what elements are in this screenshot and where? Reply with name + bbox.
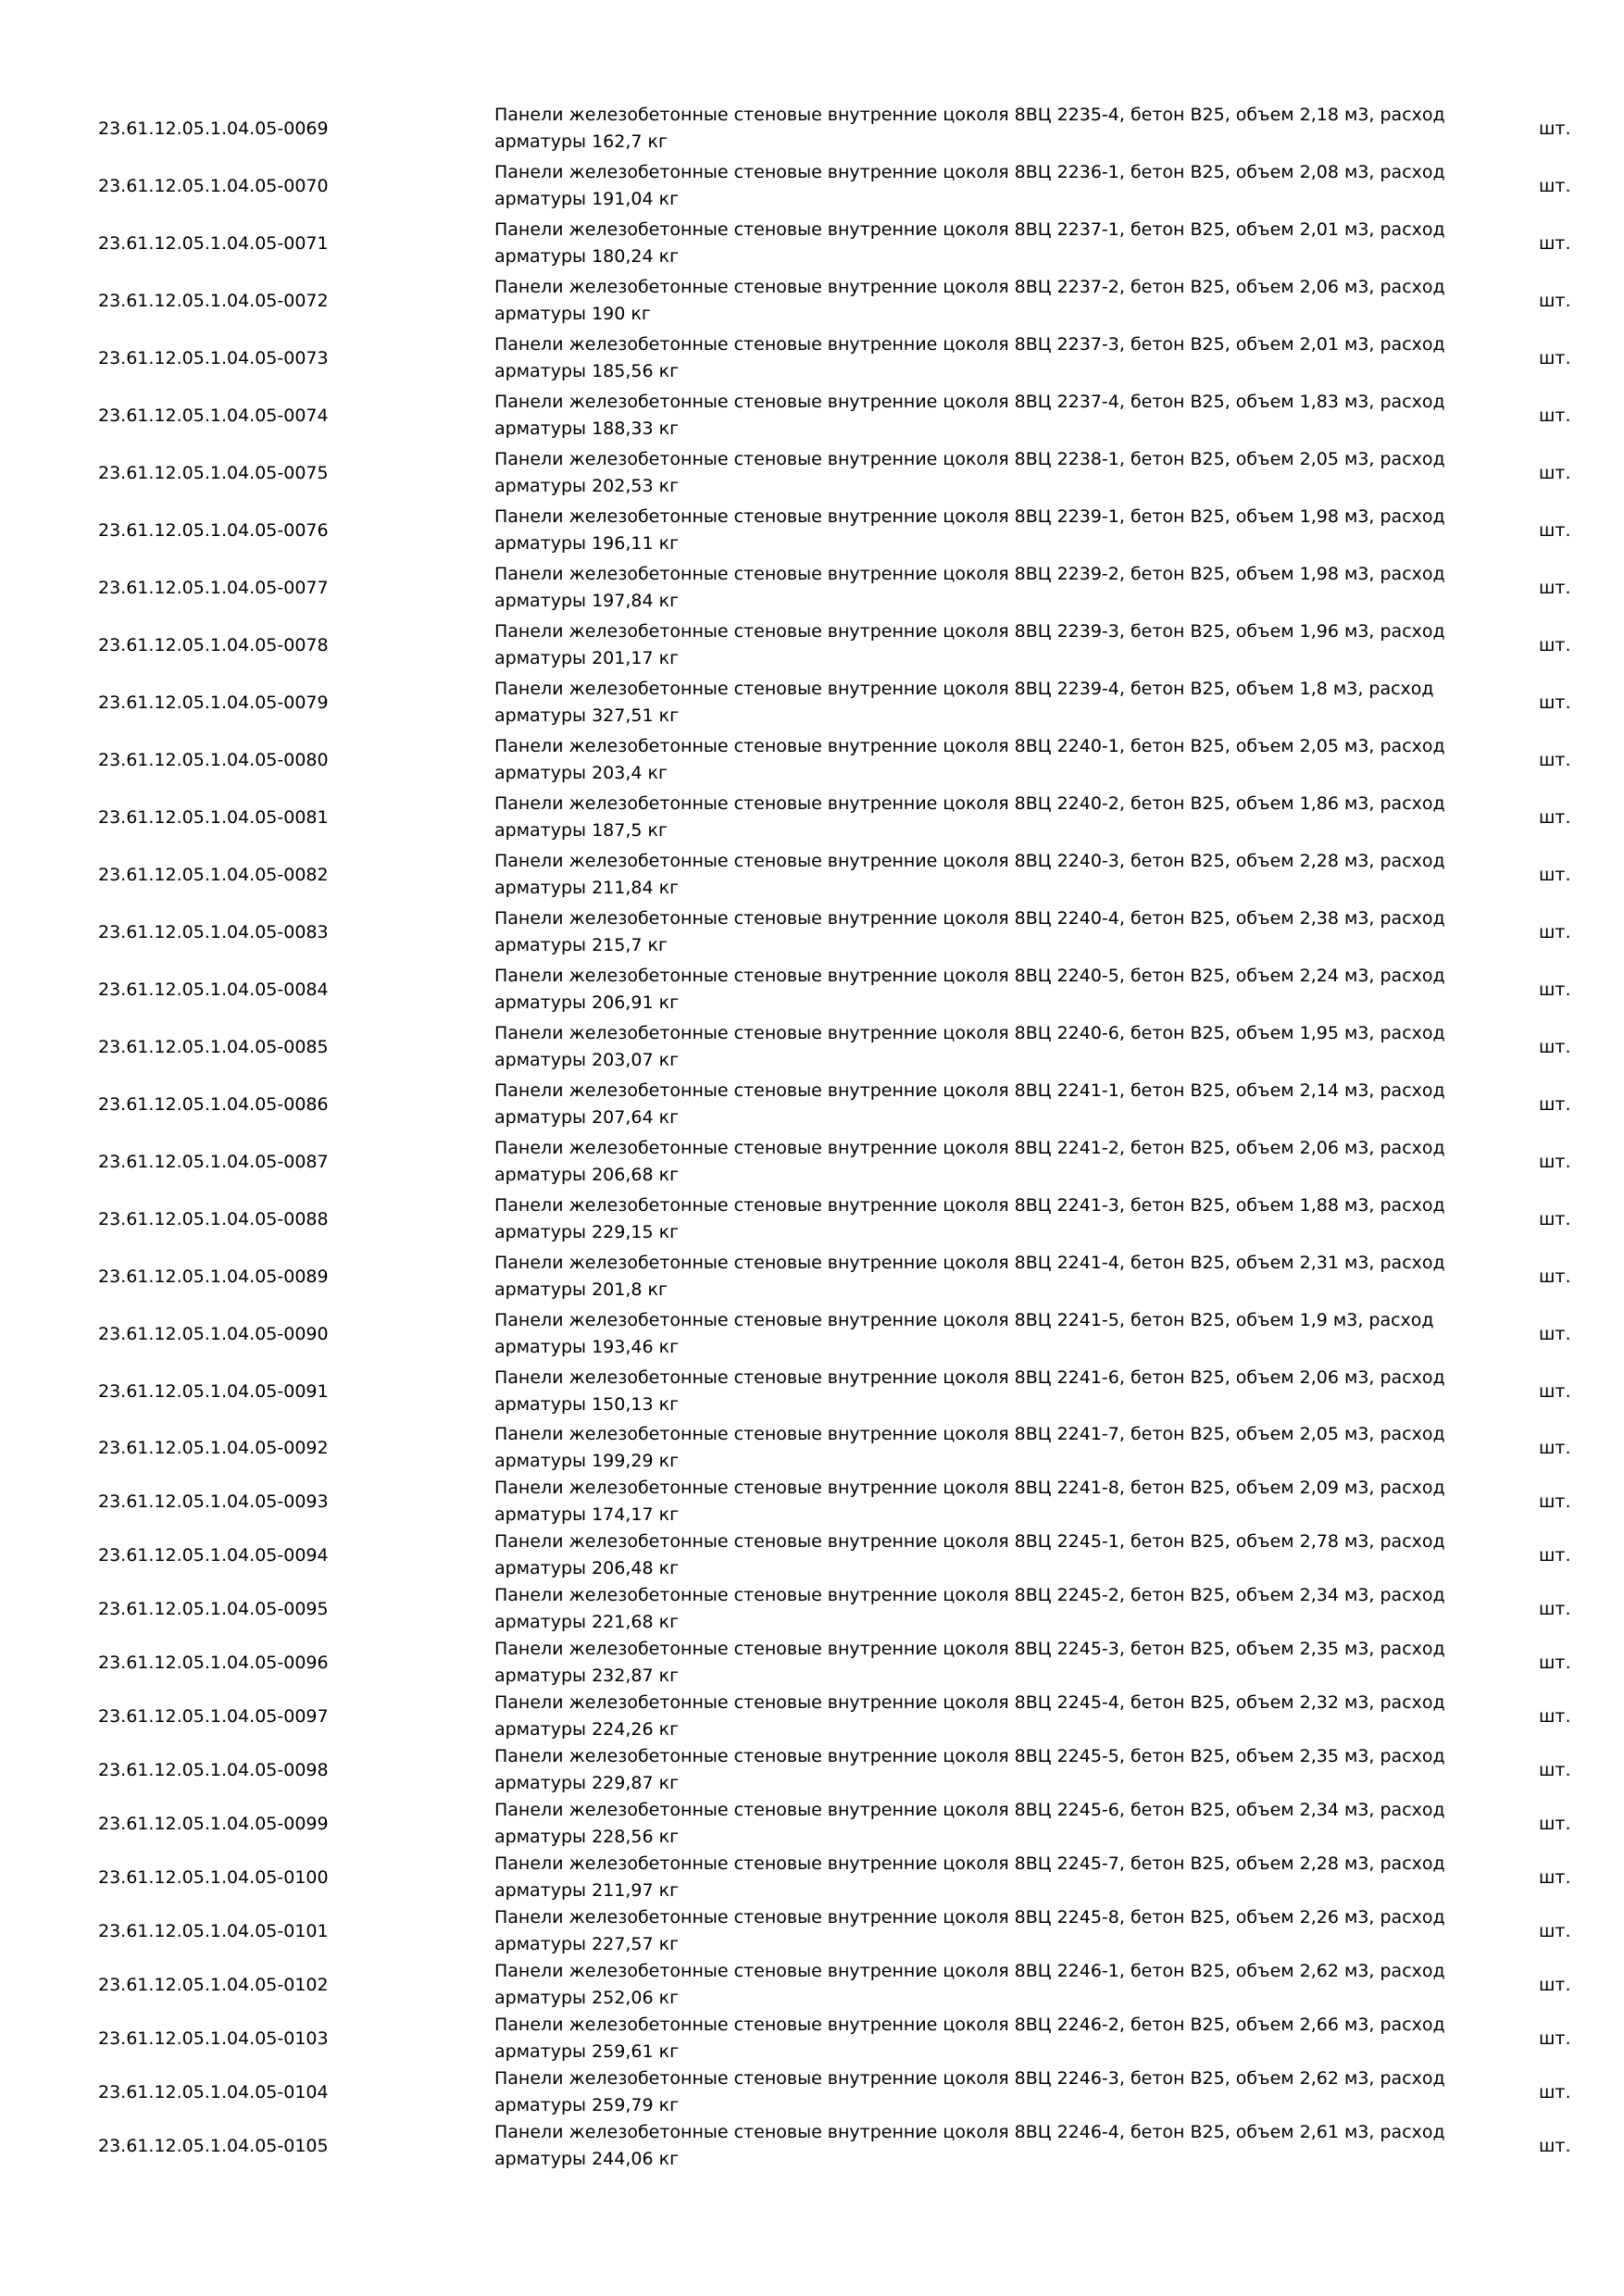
resource-description: Панели железобетонные стеновые внутренние цоколя 8ВЦ 2239-1, бетон В25, объем 1,98 м3, расход арматуры 196,11 кг (494, 506, 1445, 554)
resource-code: 23.61.12.05.1.04.05-0072 (98, 291, 329, 311)
measurement-unit: шт. (1539, 980, 1571, 1000)
measurement-unit: шт. (1539, 2028, 1571, 2049)
resource-code: 23.61.12.05.1.04.05-0105 (98, 2136, 329, 2156)
table-row (0, 1634, 1624, 1691)
measurement-unit: шт. (1539, 1867, 1571, 1888)
measurement-unit: шт. (1539, 1324, 1571, 1344)
measurement-unit: шт. (1539, 1599, 1571, 1619)
resource-description: Панели железобетонные стеновые внутренние цоколя 8ВЦ 2240-4, бетон В25, объем 2,38 м3, расход арматуры 215,7 кг (494, 908, 1445, 955)
table-row (0, 1305, 1624, 1363)
resource-description: Панели железобетонные стеновые внутренние цоколя 8ВЦ 2246-3, бетон В25, объем 2,62 м3, расход арматуры 259,79 кг (494, 2068, 1445, 2115)
table-row (0, 1419, 1624, 1477)
resource-code: 23.61.12.05.1.04.05-0074 (98, 406, 329, 426)
measurement-unit: шт. (1539, 865, 1571, 885)
resource-code: 23.61.12.05.1.04.05-0088 (98, 1209, 329, 1229)
resource-description: Панели железобетонные стеновые внутренние цоколя 8ВЦ 2246-2, бетон В25, объем 2,66 м3, расход арматуры 259,61 кг (494, 2015, 1445, 2062)
resource-description: Панели железобетонные стеновые внутренние цоколя 8ВЦ 2241-5, бетон В25, объем 1,9 м3, расход арматуры 193,46 кг (494, 1310, 1434, 1357)
resource-description: Панели железобетонные стеновые внутренние цоколя 8ВЦ 2245-1, бетон В25, объем 2,78 м3, расход арматуры 206,48 кг (494, 1531, 1445, 1578)
measurement-unit: шт. (1539, 1491, 1571, 1512)
measurement-unit: шт. (1539, 406, 1571, 426)
resource-code: 23.61.12.05.1.04.05-0099 (98, 1814, 329, 1834)
table-row (0, 1248, 1624, 1305)
resource-description: Панели железобетонные стеновые внутренние цоколя 8ВЦ 2245-8, бетон В25, объем 2,26 м3, расход арматуры 227,57 кг (494, 1907, 1445, 1954)
measurement-unit: шт. (1539, 1381, 1571, 1402)
resource-code: 23.61.12.05.1.04.05-0098 (98, 1760, 329, 1780)
resource-code: 23.61.12.05.1.04.05-0090 (98, 1324, 329, 1344)
measurement-unit: шт. (1539, 119, 1571, 139)
resource-description: Панели железобетонные стеновые внутренние цоколя 8ВЦ 2241-4, бетон В25, объем 2,31 м3, расход арматуры 201,8 кг (494, 1253, 1445, 1300)
resource-description: Панели железобетонные стеновые внутренние цоколя 8ВЦ 2245-5, бетон В25, объем 2,35 м3, расход арматуры 229,87 кг (494, 1746, 1445, 1793)
table-row (0, 502, 1624, 559)
table-row (0, 1191, 1624, 1248)
resource-code: 23.61.12.05.1.04.05-0085 (98, 1037, 329, 1057)
resource-code: 23.61.12.05.1.04.05-0083 (98, 922, 329, 942)
table-row (0, 731, 1624, 789)
table-row (0, 1473, 1624, 1530)
resource-code: 23.61.12.05.1.04.05-0097 (98, 1706, 329, 1727)
measurement-unit: шт. (1539, 578, 1571, 598)
measurement-unit: шт. (1539, 291, 1571, 311)
measurement-unit: шт. (1539, 233, 1571, 254)
table-row (0, 674, 1624, 731)
measurement-unit: шт. (1539, 1760, 1571, 1780)
resource-code: 23.61.12.05.1.04.05-0096 (98, 1653, 329, 1673)
resource-description: Панели железобетонные стеновые внутренние цоколя 8ВЦ 2238-1, бетон В25, объем 2,05 м3, расход арматуры 202,53 кг (494, 449, 1445, 496)
resource-code: 23.61.12.05.1.04.05-0086 (98, 1094, 329, 1115)
resource-description: Панели железобетонные стеновые внутренние цоколя 8ВЦ 2241-8, бетон В25, объем 2,09 м3, расход арматуры 174,17 кг (494, 1478, 1445, 1525)
table-row (0, 846, 1624, 904)
table-row (0, 1688, 1624, 1745)
resource-code: 23.61.12.05.1.04.05-0081 (98, 807, 329, 828)
table-row (0, 215, 1624, 272)
resource-code: 23.61.12.05.1.04.05-0093 (98, 1491, 329, 1512)
resource-code: 23.61.12.05.1.04.05-0069 (98, 119, 329, 139)
resource-code: 23.61.12.05.1.04.05-0095 (98, 1599, 329, 1619)
measurement-unit: шт. (1539, 1209, 1571, 1229)
table-row (0, 2010, 1624, 2067)
measurement-unit: шт. (1539, 348, 1571, 368)
measurement-unit: шт. (1539, 1653, 1571, 1673)
resource-description: Панели железобетонные стеновые внутренние цоколя 8ВЦ 2241-1, бетон В25, объем 2,14 м3, расход арматуры 207,64 кг (494, 1080, 1445, 1128)
resource-description: Панели железобетонные стеновые внутренние цоколя 8ВЦ 2239-3, бетон В25, объем 1,96 м3, расход арматуры 201,17 кг (494, 621, 1445, 668)
resource-code: 23.61.12.05.1.04.05-0071 (98, 233, 329, 254)
measurement-unit: шт. (1539, 2136, 1571, 2156)
resource-code: 23.61.12.05.1.04.05-0077 (98, 578, 329, 598)
table-row (0, 1956, 1624, 2014)
resource-code: 23.61.12.05.1.04.05-0078 (98, 635, 329, 655)
resource-description: Панели железобетонные стеновые внутренние цоколя 8ВЦ 2237-2, бетон В25, объем 2,06 м3, расход арматуры 190 кг (494, 277, 1445, 324)
measurement-unit: шт. (1539, 463, 1571, 483)
table-row (0, 1133, 1624, 1191)
resource-description: Панели железобетонные стеновые внутренние цоколя 8ВЦ 2245-7, бетон В25, объем 2,28 м3, расход арматуры 211,97 кг (494, 1853, 1445, 1901)
table-row (0, 961, 1624, 1018)
resource-code: 23.61.12.05.1.04.05-0087 (98, 1152, 329, 1172)
measurement-unit: шт. (1539, 2082, 1571, 2103)
table-row (0, 1018, 1624, 1076)
table-row (0, 272, 1624, 330)
measurement-unit: шт. (1539, 1706, 1571, 1727)
measurement-unit: шт. (1539, 176, 1571, 196)
resource-description: Панели железобетонные стеновые внутренние цоколя 8ВЦ 2240-6, бетон В25, объем 1,95 м3, расход арматуры 203,07 кг (494, 1023, 1445, 1070)
resource-description: Панели железобетонные стеновые внутренние цоколя 8ВЦ 2241-2, бетон В25, объем 2,06 м3, расход арматуры 206,68 кг (494, 1138, 1445, 1185)
resource-code: 23.61.12.05.1.04.05-0103 (98, 2028, 329, 2049)
table-row (0, 157, 1624, 215)
resource-code: 23.61.12.05.1.04.05-0070 (98, 176, 329, 196)
table-row (0, 789, 1624, 846)
resource-code: 23.61.12.05.1.04.05-0076 (98, 520, 329, 541)
resource-description: Панели железобетонные стеновые внутренние цоколя 8ВЦ 2239-4, бетон В25, объем 1,8 м3, расход арматуры 327,51 кг (494, 679, 1434, 726)
table-row (0, 1741, 1624, 1799)
resource-code: 23.61.12.05.1.04.05-0079 (98, 693, 329, 713)
measurement-unit: шт. (1539, 1921, 1571, 1941)
table-row (0, 387, 1624, 444)
resource-description: Панели железобетонные стеновые внутренние цоколя 8ВЦ 2237-4, бетон В25, объем 1,83 м3, расход арматуры 188,33 кг (494, 392, 1445, 439)
resource-code: 23.61.12.05.1.04.05-0082 (98, 865, 329, 885)
measurement-unit: шт. (1539, 750, 1571, 770)
resource-code: 23.61.12.05.1.04.05-0104 (98, 2082, 329, 2103)
resource-code: 23.61.12.05.1.04.05-0102 (98, 1975, 329, 1995)
resource-description: Панели железобетонные стеновые внутренние цоколя 8ВЦ 2240-5, бетон В25, объем 2,24 м3, расход арматуры 206,91 кг (494, 966, 1445, 1013)
resource-description: Панели железобетонные стеновые внутренние цоколя 8ВЦ 2241-3, бетон В25, объем 1,88 м3, расход арматуры 229,15 кг (494, 1195, 1445, 1242)
resource-description: Панели железобетонные стеновые внутренние цоколя 8ВЦ 2245-4, бетон В25, объем 2,32 м3, расход арматуры 224,26 кг (494, 1692, 1445, 1740)
measurement-unit: шт. (1539, 1094, 1571, 1115)
table-row (0, 2117, 1624, 2175)
measurement-unit: шт. (1539, 922, 1571, 942)
table-row (0, 2064, 1624, 2121)
resource-description: Панели железобетонные стеновые внутренние цоколя 8ВЦ 2237-3, бетон В25, объем 2,01 м3, расход арматуры 185,56 кг (494, 334, 1445, 381)
measurement-unit: шт. (1539, 1152, 1571, 1172)
measurement-unit: шт. (1539, 520, 1571, 541)
resource-description: Панели железобетонные стеновые внутренние цоколя 8ВЦ 2241-6, бетон В25, объем 2,06 м3, расход арматуры 150,13 кг (494, 1367, 1445, 1415)
measurement-unit: шт. (1539, 1975, 1571, 1995)
measurement-unit: шт. (1539, 807, 1571, 828)
table-row (0, 1903, 1624, 1960)
resource-code: 23.61.12.05.1.04.05-0075 (98, 463, 329, 483)
table-row (0, 1849, 1624, 1906)
resource-description: Панели железобетонные стеновые внутренние цоколя 8ВЦ 2239-2, бетон В25, объем 1,98 м3, расход арматуры 197,84 кг (494, 564, 1445, 611)
resource-code: 23.61.12.05.1.04.05-0080 (98, 750, 329, 770)
resource-code: 23.61.12.05.1.04.05-0094 (98, 1545, 329, 1566)
measurement-unit: шт. (1539, 693, 1571, 713)
table-row (0, 1076, 1624, 1133)
resource-description: Панели железобетонные стеновые внутренние цоколя 8ВЦ 2245-3, бетон В25, объем 2,35 м3, расход арматуры 232,87 кг (494, 1639, 1445, 1686)
table-row (0, 559, 1624, 617)
table-row (0, 1527, 1624, 1584)
resource-description: Панели железобетонные стеновые внутренние цоколя 8ВЦ 2245-6, бетон В25, объем 2,34 м3, расход арматуры 228,56 кг (494, 1800, 1445, 1847)
resource-description: Панели железобетонные стеновые внутренние цоколя 8ВЦ 2241-7, бетон В25, объем 2,05 м3, расход арматуры 199,29 кг (494, 1424, 1445, 1471)
measurement-unit: шт. (1539, 1438, 1571, 1458)
table-row (0, 904, 1624, 961)
measurement-unit: шт. (1539, 635, 1571, 655)
measurement-unit: шт. (1539, 1037, 1571, 1057)
table-row (0, 617, 1624, 674)
measurement-unit: шт. (1539, 1267, 1571, 1287)
resource-description: Панели железобетонные стеновые внутренние цоколя 8ВЦ 2237-1, бетон В25, объем 2,01 м3, расход арматуры 180,24 кг (494, 219, 1445, 267)
table-row (0, 444, 1624, 502)
resource-code: 23.61.12.05.1.04.05-0089 (98, 1267, 329, 1287)
table-row (0, 100, 1624, 157)
resource-description: Панели железобетонные стеновые внутренние цоколя 8ВЦ 2246-1, бетон В25, объем 2,62 м3, расход арматуры 252,06 кг (494, 1961, 1445, 2008)
resource-code: 23.61.12.05.1.04.05-0092 (98, 1438, 329, 1458)
resource-code: 23.61.12.05.1.04.05-0084 (98, 980, 329, 1000)
resource-code: 23.61.12.05.1.04.05-0101 (98, 1921, 329, 1941)
resource-description: Панели железобетонные стеновые внутренние цоколя 8ВЦ 2246-4, бетон В25, объем 2,61 м3, расход арматуры 244,06 кг (494, 2122, 1445, 2169)
resource-code: 23.61.12.05.1.04.05-0100 (98, 1867, 329, 1888)
resource-description: Панели железобетонные стеновые внутренние цоколя 8ВЦ 2240-1, бетон В25, объем 2,05 м3, расход арматуры 203,4 кг (494, 736, 1445, 783)
measurement-unit: шт. (1539, 1545, 1571, 1566)
resource-description: Панели железобетонные стеновые внутренние цоколя 8ВЦ 2235-4, бетон В25, объем 2,18 м3, расход арматуры 162,7 кг (494, 105, 1445, 152)
table-row (0, 330, 1624, 387)
resource-code: 23.61.12.05.1.04.05-0091 (98, 1381, 329, 1402)
measurement-unit: шт. (1539, 1814, 1571, 1834)
table-row (0, 1363, 1624, 1420)
table-row (0, 1580, 1624, 1638)
table-row (0, 1795, 1624, 1853)
resource-code: 23.61.12.05.1.04.05-0073 (98, 348, 329, 368)
resource-description: Панели железобетонные стеновые внутренние цоколя 8ВЦ 2240-2, бетон В25, объем 1,86 м3, расход арматуры 187,5 кг (494, 793, 1445, 841)
resource-description: Панели железобетонные стеновые внутренние цоколя 8ВЦ 2245-2, бетон В25, объем 2,34 м3, расход арматуры 221,68 кг (494, 1585, 1445, 1632)
resource-description: Панели железобетонные стеновые внутренние цоколя 8ВЦ 2240-3, бетон В25, объем 2,28 м3, расход арматуры 211,84 кг (494, 851, 1445, 898)
resource-description: Панели железобетонные стеновые внутренние цоколя 8ВЦ 2236-1, бетон В25, объем 2,08 м3, расход арматуры 191,04 кг (494, 162, 1445, 209)
